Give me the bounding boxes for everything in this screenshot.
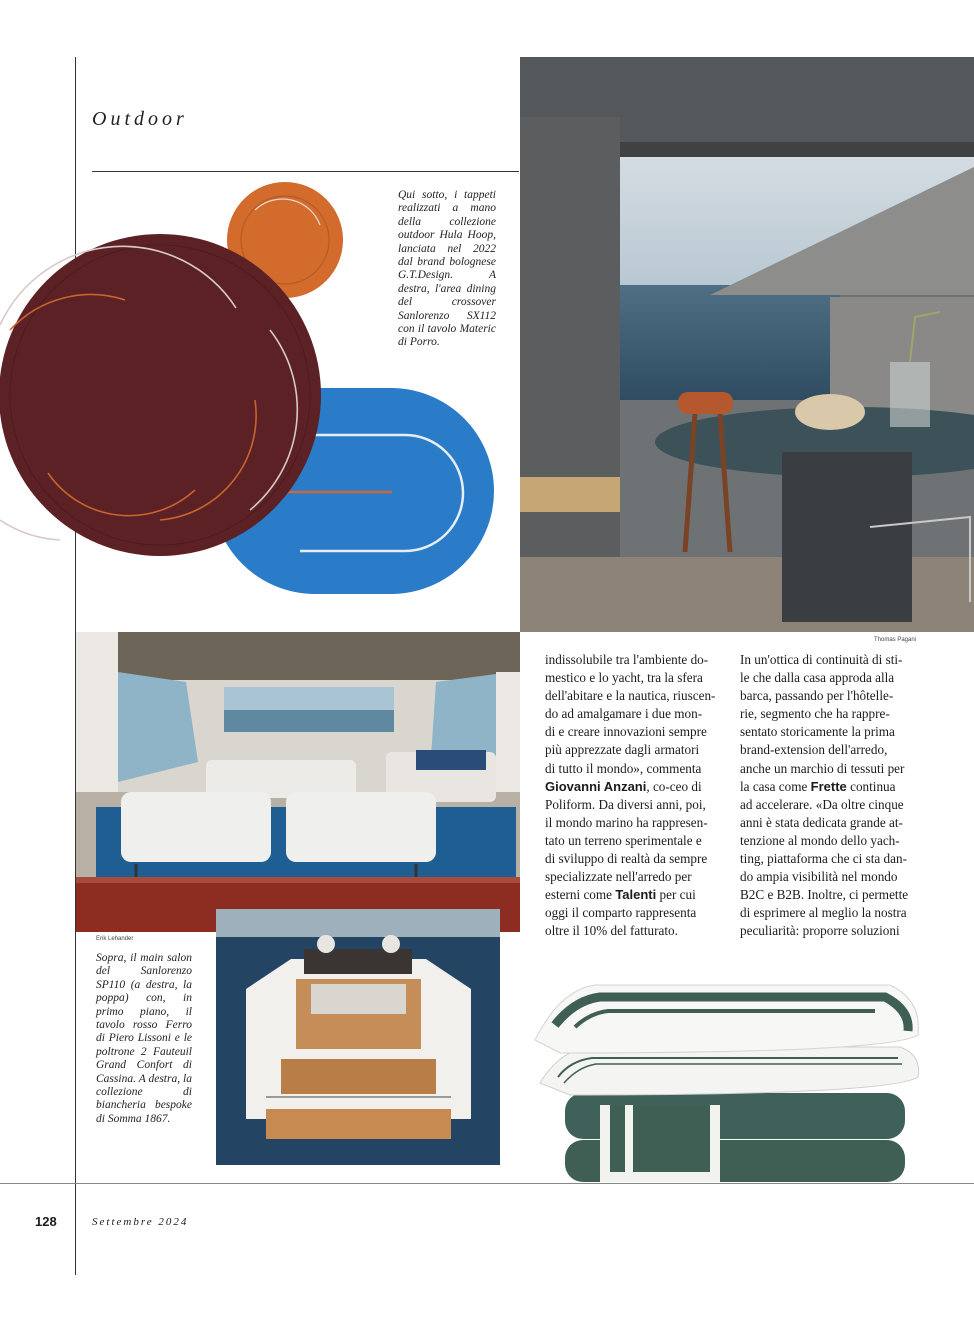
dining-area-photo: [520, 57, 974, 632]
col1-line-13: specializzate nell'arredo per: [545, 869, 692, 885]
col1-line-9: Poliform. Da diversi anni, poi,: [545, 796, 706, 812]
col1-line-6: più apprezzate dagli armatori: [545, 742, 700, 758]
col1-line-3: dell'abitare e la nautica, riuscen-: [545, 688, 716, 704]
col2-line-12: ting, piattaforma che ci sta dan-: [740, 851, 907, 867]
col1-line-14-rest: per cui: [656, 887, 696, 903]
col2-line-3: barca, passando per l'hôtelle-: [740, 688, 894, 704]
col1-line-4: do ad amalgamare i due mon-: [545, 706, 703, 722]
page-number: 128: [35, 1214, 57, 1229]
col2-line-4: rie, segmento che ha rappre-: [740, 706, 890, 722]
dining-photo-credit: Thomas Pagani: [874, 637, 917, 643]
article-column-2: [740, 651, 911, 941]
salon-photo-credit: Erik Lehander: [96, 936, 134, 942]
col2-line-11: tenzione al mondo dello yach-: [740, 832, 900, 848]
col1-line-5: di e creare innovazioni sempre: [545, 724, 707, 740]
col1-line-8-rest: , co-ceo di: [646, 778, 702, 794]
col2-line-2: le che dalla casa approda alla: [740, 670, 895, 686]
col1-line-12: di sviluppo di realtà da sempre: [545, 851, 708, 867]
article-column-1: [545, 651, 716, 941]
footer-rule: [0, 1183, 974, 1184]
name-giovanni-anzani: Giovanni Anzani: [545, 778, 647, 794]
col2-line-13: do ampia visibilità nel mondo: [740, 869, 898, 885]
col2-line-15: di esprimere al meglio la nostra: [740, 905, 907, 921]
col1-line-14: [545, 886, 716, 904]
main-salon-photo: [76, 632, 520, 932]
salon-caption: Sopra, il main salon del Sanlorenzo SP110 (a destra, la poppa) con, in primo piano, il tavolo rosso Ferro di Piero Lissoni e le poltrone 2 Fauteuil Grand Confort di Cassina. A destra, la collezione di biancheria bespoke di Somma 1867.: [96, 952, 192, 1125]
col2-line-5: sentato storicamente la prima: [740, 724, 895, 740]
yacht-stern-photo: [216, 909, 500, 1165]
header-rule: [92, 171, 519, 172]
col1-line-14-pre: esterni come: [545, 887, 616, 903]
rugs-caption: Qui sotto, i tappeti realizzati a mano della collezione outdoor Hula Hoop, lanciata nel 2022 dal brand bolognese G.T.Design. A destra, l'area dining del crossover Sanlorenzo SX112 con il tavolo Materic di Porro.: [398, 189, 496, 349]
col1-line-2: mestico e lo yacht, tra la sfera: [545, 670, 703, 686]
col2-line-10: anni è stata dedicata grande at-: [740, 814, 903, 830]
col2-line-8-pre: la casa come: [740, 778, 811, 794]
col1-line-16: oltre il 10% del fatturato.: [545, 923, 678, 939]
brand-talenti: Talenti: [615, 887, 657, 903]
col1-line-1: indissolubile tra l'ambiente do-: [545, 652, 709, 667]
linen-stack-image: [530, 965, 930, 1183]
col1-line-11: tato un terreno sperimentale e: [545, 832, 702, 848]
col2-line-6: brand-extension dell'arredo,: [740, 742, 888, 758]
col1-line-15: oggi il comparto rappresenta: [545, 905, 697, 921]
section-label: Outdoor: [92, 108, 188, 130]
col1-line-10: il mondo marino ha rappresen-: [545, 814, 708, 830]
col2-line-1: In un'ottica di continuità di sti-: [740, 652, 903, 667]
col2-line-16: peculiarità: proporre soluzioni: [740, 923, 900, 939]
col1-line-7: di tutto il mondo», commenta: [545, 760, 702, 776]
issue-date: Settembre 2024: [92, 1216, 189, 1228]
col2-line-8-rest: continua: [846, 778, 896, 794]
col2-line-7: anche un marchio di tessuti per: [740, 760, 905, 776]
col2-line-9: ad accelerare. «Da oltre cinque: [740, 796, 904, 812]
col1-line-8: [545, 778, 716, 796]
col2-line-8: [740, 778, 911, 796]
col2-line-14: B2C e B2B. Inoltre, ci permette: [740, 887, 909, 903]
brand-frette: Frette: [810, 778, 847, 794]
